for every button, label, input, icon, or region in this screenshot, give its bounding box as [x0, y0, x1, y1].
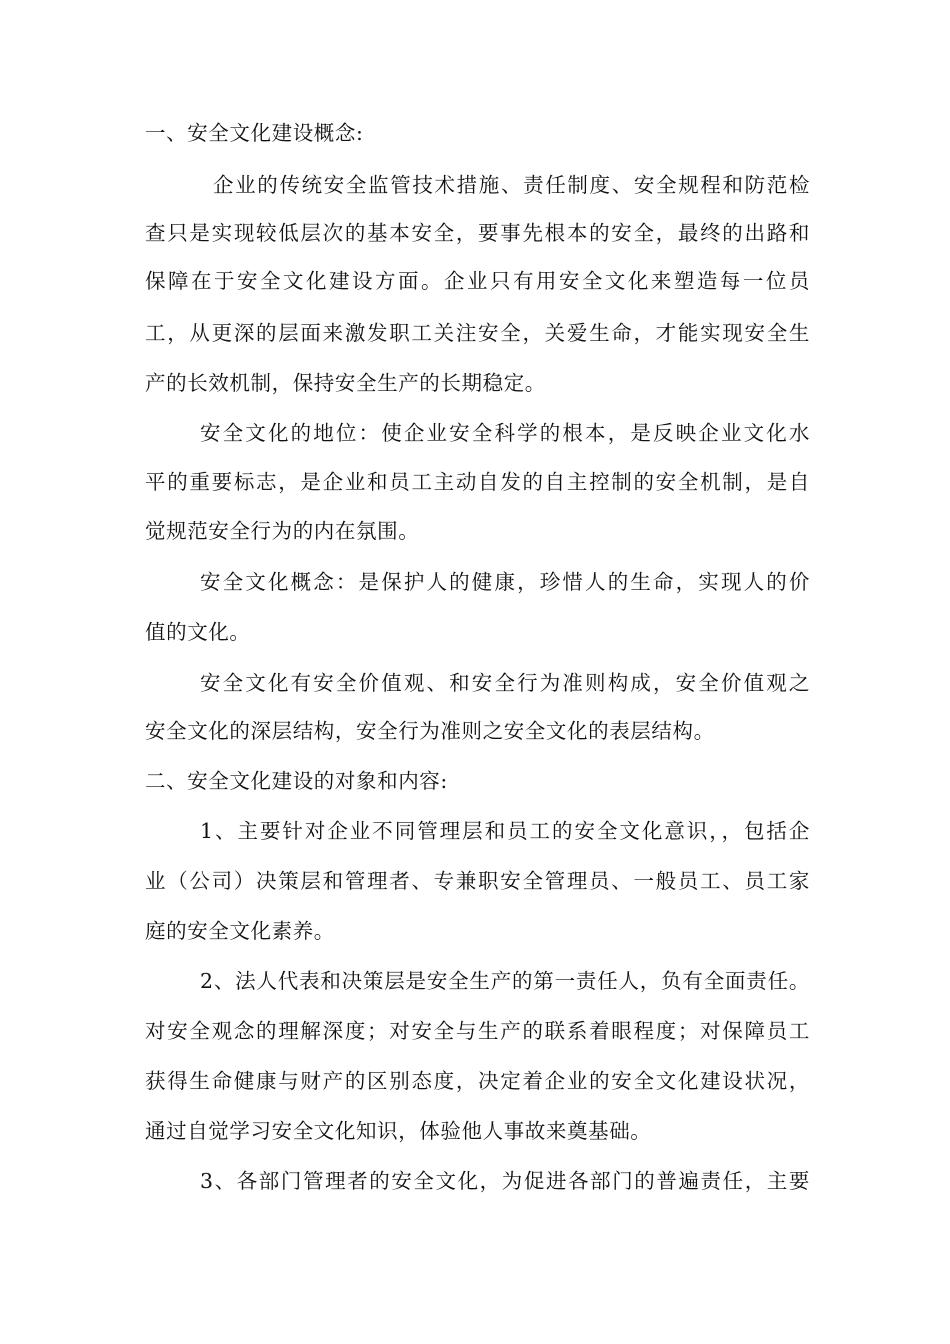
paragraph-2-line-2: 平的重要标志，是企业和员工主动自发的自主控制的安全机制，是自 [145, 470, 810, 494]
paragraph-5-line-2: 业（公司）决策层和管理者、专兼职安全管理员、一般员工、员工家 [145, 869, 810, 893]
paragraph-2-line-3: 觉规范安全行为的内在氛围。 [145, 519, 420, 543]
paragraph-5-line-3: 庭的安全文化素养。 [145, 919, 335, 943]
section-heading-2: 二、安全文化建设的对象和内容: [145, 769, 448, 793]
paragraph-3-line-1: 安全文化概念：是保护人的健康，珍惜人的生命，实现人的价 [200, 570, 810, 594]
paragraph-6-line-3: 获得生命健康与财产的区别态度，决定着企业的安全文化建设状况， [145, 1069, 810, 1093]
paragraph-1-line-1: 企业的传统安全监管技术措施、责任制度、安全规程和防范检 [213, 173, 810, 197]
paragraph-1-line-5: 产的长效机制，保持安全生产的长期稳定。 [145, 371, 546, 395]
paragraph-6-line-4: 通过自觉学习安全文化知识，体验他人事故来奠基础。 [145, 1119, 652, 1143]
paragraph-1-line-4: 工，从更深的层面来激发职工关注安全，关爱生命，才能实现安全生 [145, 321, 810, 345]
paragraph-3-line-2: 值的文化。 [145, 620, 251, 644]
paragraph-4-line-1: 安全文化有安全价值观、和安全行为准则构成，安全价值观之 [200, 671, 810, 695]
section-heading-1: 一、安全文化建设概念: [145, 121, 364, 145]
paragraph-6-line-2: 对安全观念的理解深度；对安全与生产的联系着眼程度；对保障员工 [145, 1019, 810, 1043]
paragraph-6-line-1: 2、法人代表和决策层是安全生产的第一责任人，负有全面责任。 [200, 969, 810, 993]
paragraph-4-line-2: 安全文化的深层结构，安全行为准则之安全文化的表层结构。 [145, 719, 715, 743]
paragraph-7-line-1: 3、各部门管理者的安全文化，为促进各部门的普遍责任，主要 [200, 1169, 810, 1193]
paragraph-5-line-1: 1、主要针对企业不同管理层和员工的安全文化意识，，包括企 [200, 819, 810, 843]
paragraph-2-line-1: 安全文化的地位：使企业安全科学的根本，是反映企业文化水 [200, 421, 810, 445]
paragraph-1-line-2: 查只是实现较低层次的基本安全，要事先根本的安全，最终的出路和 [145, 221, 810, 245]
paragraph-1-line-3: 保障在于安全文化建设方面。企业只有用安全文化来塑造每一位员 [145, 269, 810, 293]
